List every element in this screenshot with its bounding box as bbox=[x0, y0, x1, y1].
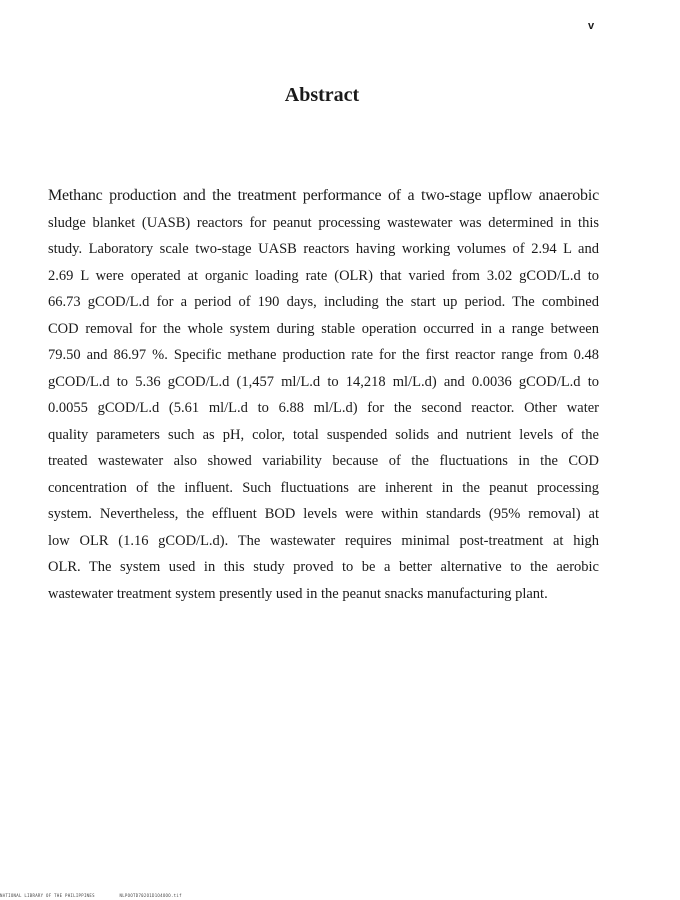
abstract-line: wastewater treatment system presently used in the peanut snacks manufacturing plant. bbox=[48, 585, 548, 602]
scan-footer bbox=[0, 893, 182, 898]
abstract-line: 2.69 L were operated at organic loading rate (OLR) that varied from 3.02 gCOD/L.d to bbox=[48, 267, 599, 284]
abstract-line: COD removal for the whole system during stable operation occurred in a range between bbox=[48, 320, 599, 337]
abstract-line: OLR. The system used in this study proved to be a better alternative to the aerobic bbox=[48, 559, 599, 575]
abstract-line: concentration of the influent. Such fluctuations are inherent in the peanut processing bbox=[48, 479, 599, 496]
abstract-line: 0.0055 gCOD/L.d (5.61 ml/L.d to 6.88 ml/L.d) for the second reactor. Other water bbox=[48, 400, 599, 416]
abstract-line: gCOD/L.d to 5.36 gCOD/L.d (1,457 ml/L.d to 14,218 ml/L.d) and 0.0036 gCOD/L.d to bbox=[48, 373, 599, 390]
abstract-body bbox=[48, 183, 599, 607]
abstract-line: sludge blanket (UASB) reactors for peanut processing wastewater was determined in this bbox=[48, 214, 599, 231]
footer-file-id: NLPOOTD702O1D1O4OOO.tif bbox=[119, 893, 182, 898]
abstract-line: study. Laboratory scale two-stage UASB reactors having working volumes of 2.94 L and bbox=[48, 241, 599, 257]
page-number: v bbox=[588, 20, 595, 32]
abstract-line: 79.50 and 86.97 %. Specific methane production rate for the first reactor range from 0.48 bbox=[48, 347, 599, 363]
abstract-line: Methanc production and the treatment performance of a two-stage upflow anaerobic bbox=[48, 187, 599, 204]
abstract-line: 66.73 gCOD/L.d for a period of 190 days, including the start up period. The combined bbox=[48, 294, 599, 310]
abstract-line: system. Nevertheless, the effluent BOD levels were within standards (95% removal) at bbox=[48, 506, 599, 522]
footer-library-name: NATIONAL LIBRARY OF THE PHILIPPINES bbox=[0, 893, 95, 898]
abstract-line: treated wastewater also showed variability because of the fluctuations in the COD bbox=[48, 453, 599, 469]
page-title: Abstract bbox=[284, 84, 360, 106]
abstract-line: quality parameters such as pH, color, total suspended solids and nutrient levels of the bbox=[48, 426, 599, 443]
abstract-line: low OLR (1.16 gCOD/L.d). The wastewater requires minimal post-treatment at high bbox=[48, 532, 599, 549]
